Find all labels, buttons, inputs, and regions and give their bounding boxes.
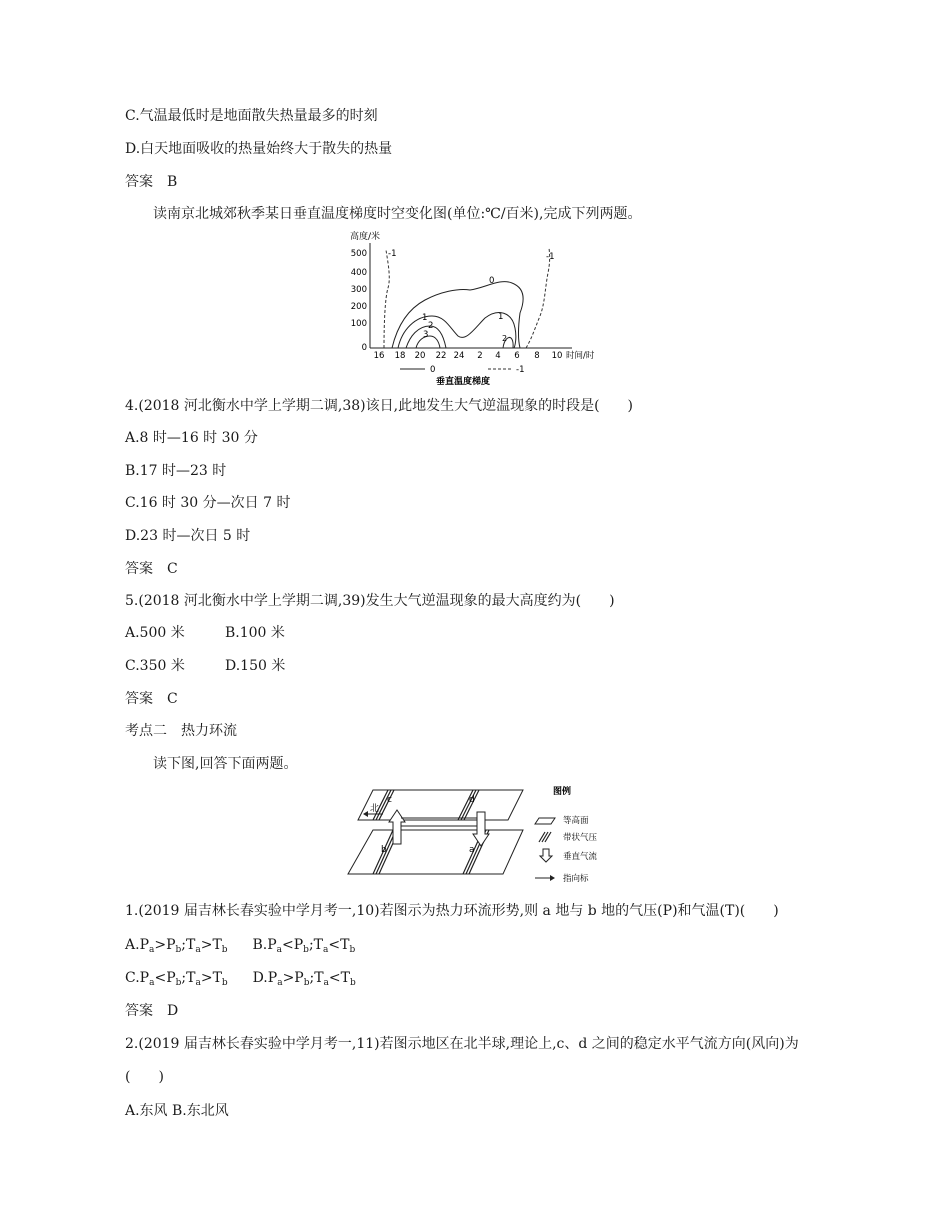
question-1-option-d: $D.P_a>P_b;T_a<T_b$	[252, 970, 356, 988]
question-5-options-cd	[125, 657, 285, 675]
x-tick-8: 8	[534, 351, 540, 361]
contour-label-2-right: 2	[502, 334, 508, 343]
question-4-option-c: C.16 时 30 分—次日 7 时	[125, 495, 291, 511]
label-c: c	[387, 795, 392, 805]
question-5-option-c: C.350 米	[125, 658, 185, 674]
question-1-options-cd	[125, 969, 356, 989]
contour-label-minus1-right: -1	[546, 252, 555, 262]
answer-1: 答案 D	[125, 1003, 179, 1019]
question-4: 4.(2018 河北衡水中学上学期二调,38)该日,此地发生大气逆温现象的时段是( )	[125, 398, 633, 414]
contour-label-1-right: 1	[498, 312, 504, 322]
legend-pointer-head	[550, 875, 555, 881]
question-4-option-d: D.23 时—次日 5 时	[125, 528, 251, 544]
x-tick-10: 10	[551, 351, 563, 361]
legend-item-pressure-band: 带状气压	[563, 833, 598, 843]
reading-intro-1: 读南京北城郊秋季某日垂直温度梯度时空变化图(单位:℃/百米),完成下列两题。	[153, 206, 642, 222]
contour-label-1-left: 1	[422, 313, 428, 323]
legend-title: 图例	[553, 787, 572, 797]
thermal-circulation-diagram	[343, 782, 643, 892]
answer-prev: 答案 B	[125, 174, 178, 190]
x-tick-4: 4	[495, 351, 501, 361]
x-tick-20: 20	[414, 351, 426, 361]
question-5-option-a: A.500 米	[125, 625, 185, 641]
y-axis-label: 高度/米	[350, 232, 381, 242]
section-heading: 考点二 热力环流	[125, 723, 237, 739]
contour-minus1-left	[384, 250, 389, 348]
x-tick-24: 24	[453, 351, 465, 361]
x-tick-2: 2	[477, 351, 483, 361]
contour-minus1-right	[526, 248, 550, 348]
lower-isobaric-surface	[348, 830, 523, 874]
contour-label-2-left: 2	[428, 321, 434, 331]
label-a: a	[469, 845, 475, 855]
question-1-options-ab	[125, 936, 355, 956]
y-tick-100: 100	[350, 319, 367, 329]
question-5-options-ab	[125, 624, 285, 642]
legend-pressure-band-icon	[539, 832, 551, 842]
y-tick-300: 300	[350, 285, 367, 295]
question-1: 1.(2019 届吉林长春实验中学月考一,10)若图示为热力环流形势,则 a 地与 b 地的气压(P)和气温(T)( )	[125, 903, 779, 919]
question-4-option-b: B.17 时—23 时	[125, 463, 227, 479]
legend-item-pointer: 指向标	[563, 874, 589, 884]
answer-4: 答案 C	[125, 561, 178, 577]
upper-isobaric-surface	[358, 790, 523, 820]
legend-solid-label: 0	[430, 365, 436, 375]
y-tick-500: 500	[350, 249, 367, 259]
x-axis-unit: 时间/时	[566, 351, 595, 361]
question-2: 2.(2019 届吉林长春实验中学月考一,11)若图示地区在北半球,理论上,c、d 之间的稳定水平气流方向(风向)为	[125, 1036, 799, 1052]
question-2-options-ab: A.东风 B.东北风	[125, 1103, 229, 1119]
x-tick-18: 18	[394, 351, 406, 361]
question-1-option-c: $C.P_a<P_b;T_a>T_b$	[125, 970, 228, 988]
legend-isobaric-icon	[535, 818, 555, 824]
question-5: 5.(2018 河北衡水中学上学期二调,39)发生大气逆温现象的最大高度约为( )	[125, 593, 615, 609]
label-b: b	[381, 845, 387, 855]
x-tick-6: 6	[514, 351, 520, 361]
option-d-prev: D.白天地面吸收的热量始终大于散失的热量	[125, 141, 393, 157]
legend-dashed-label: -1	[516, 365, 525, 375]
legend-vertical-flow-icon	[540, 849, 552, 862]
contour-label-minus1-left: -1	[388, 249, 397, 259]
legend-item-vertical-flow: 垂直气流	[563, 852, 598, 862]
north-label: 北	[370, 804, 380, 814]
legend-item-isobaric: 等高面	[563, 816, 589, 826]
y-tick-200: 200	[350, 302, 367, 312]
question-4-option-a: A.8 时—16 时 30 分	[125, 430, 258, 446]
temperature-gradient-figure	[340, 228, 610, 388]
label-d: d	[469, 795, 475, 805]
temperature-gradient-chart	[340, 228, 610, 388]
option-c-prev: C.气温最低时是地面散失热量最多的时刻	[125, 108, 378, 124]
contour-label-0: 0	[489, 276, 495, 286]
x-tick-16: 16	[373, 351, 385, 361]
reading-intro-2: 读下图,回答下面两题。	[153, 756, 298, 772]
question-1-option-a: $A.P_a>P_b;T_a>T_b$	[125, 937, 228, 955]
x-tick-22: 22	[435, 351, 447, 361]
y-tick-400: 400	[350, 268, 367, 278]
question-1-option-b: $B.P_a<P_b;T_a<T_b$	[252, 937, 356, 955]
y-tick-0: 0	[361, 343, 367, 353]
thermal-circulation-figure	[343, 782, 643, 892]
question-5-option-d: D.150 米	[225, 658, 286, 674]
question-5-option-b: B.100 米	[225, 625, 285, 641]
question-2-paren: ( )	[125, 1069, 164, 1085]
chart-caption: 垂直温度梯度	[436, 377, 491, 387]
answer-5: 答案 C	[125, 691, 178, 707]
contour-label-3: 3	[423, 330, 429, 340]
